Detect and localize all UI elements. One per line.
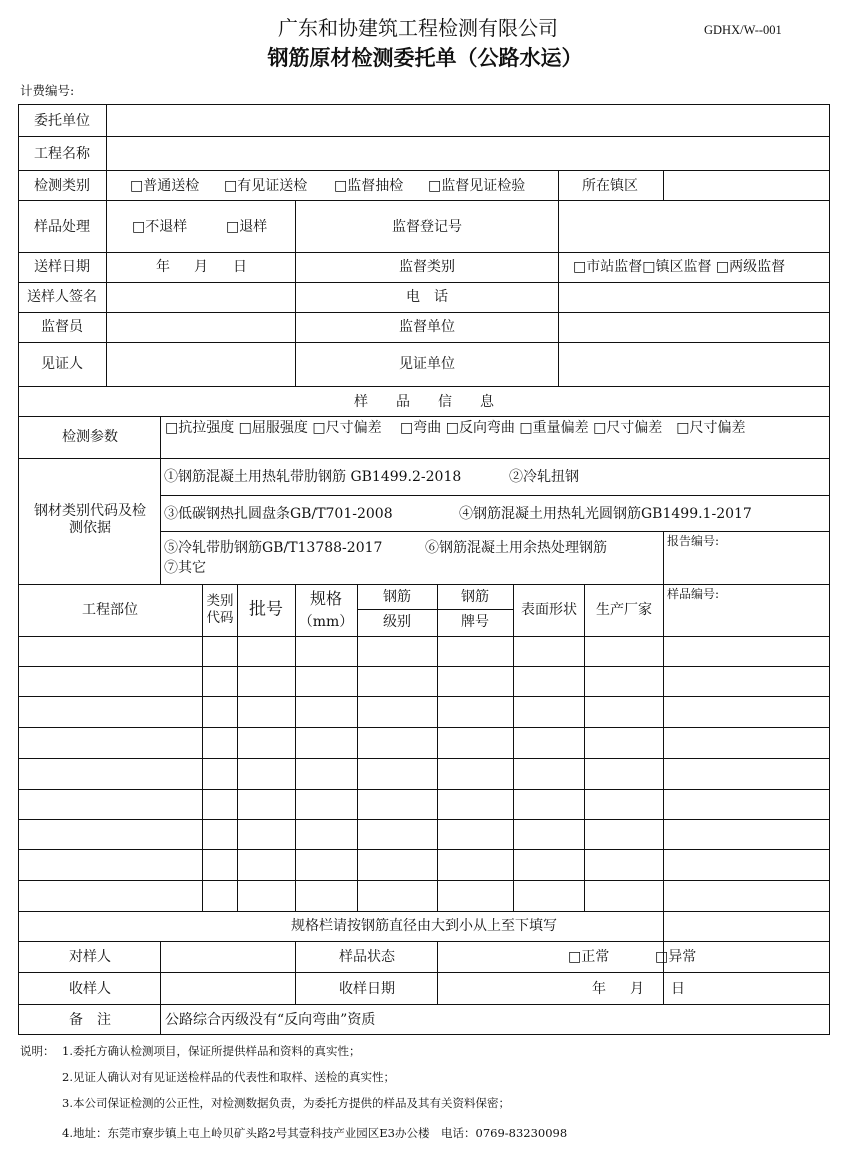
receive-date-year: 年 xyxy=(592,981,606,997)
sender-signature-label: 送样人签名 xyxy=(27,289,97,305)
sample-number-label: 样品编号: xyxy=(667,587,720,601)
note-2: 2.见证人确认对有见证送检样品的代表性和取样、送检的真实性； xyxy=(62,1070,395,1084)
phone-label: 电 话 xyxy=(406,289,448,305)
delivery-date-year: 年 xyxy=(156,259,170,275)
col-project-part: 工程部位 xyxy=(82,602,138,618)
sample-state-label: 样品状态 xyxy=(339,949,395,965)
test-type-option-supervision-sampling[interactable]: □监督抽检 xyxy=(334,178,404,194)
note-3: 3.本公司保证检测的公正性，对检测数据负责，为委托方提供的样品及其有关资料保密； xyxy=(62,1096,510,1110)
test-type-option-witness[interactable]: □有见证送检 xyxy=(224,178,308,194)
sample-state-abnormal-option[interactable]: □异常 xyxy=(655,949,697,965)
company-name: 广东和协建筑工程检测有限公司 xyxy=(278,16,558,40)
steel-category-1: ①钢筋混凝土用热轧带肋钢筋 GB1499.2-2018 xyxy=(164,469,462,485)
notes-title: 说明： xyxy=(20,1044,55,1058)
remarks-label: 备 注 xyxy=(69,1012,111,1028)
col-steel-brand-bottom: 牌号 xyxy=(461,614,489,630)
document-code: GDHX/W--001 xyxy=(704,23,782,37)
supervision-type-options[interactable]: □市站监督□镇区监督 □两级监督 xyxy=(573,259,786,275)
steel-category-5: ⑤冷轧带肋钢筋GB/T13788-2017 xyxy=(164,540,383,556)
col-spec-unit: （mm） xyxy=(298,614,354,630)
receive-date-month: 月 xyxy=(630,981,644,997)
witness-label: 见证人 xyxy=(41,356,83,372)
client-label: 委托单位 xyxy=(34,113,90,129)
fee-number-label: 计费编号: xyxy=(20,83,75,98)
receive-date-day: 日 xyxy=(671,981,685,997)
delivery-date-label: 送样日期 xyxy=(34,259,90,275)
sample-checker-label: 对样人 xyxy=(69,949,111,965)
delivery-date-day: 日 xyxy=(233,259,247,275)
steel-category-4: ④钢筋混凝土用热轧光圆钢筋GB1499.1-2017 xyxy=(459,506,752,522)
col-manufacturer: 生产厂家 xyxy=(596,602,652,618)
sample-handling-option-return[interactable]: □退样 xyxy=(226,219,268,235)
note-1: 1.委托方确认检测项目，保证所提供样品和资料的真实性； xyxy=(62,1044,361,1058)
sample-receiver-label: 收样人 xyxy=(69,981,111,997)
steel-category-7: ⑦其它 xyxy=(164,560,206,576)
test-type-option-supervision-witness[interactable]: □监督见证检验 xyxy=(428,178,526,194)
test-parameters-options[interactable]: □抗拉强度 □屈服强度 □尺寸偏差 □弯曲 □反向弯曲 □重量偏差 □尺寸偏差 □尺寸偏差 xyxy=(165,420,746,436)
sample-handling-label: 样品处理 xyxy=(34,219,90,235)
col-batch: 批号 xyxy=(249,599,283,620)
col-surface-shape: 表面形状 xyxy=(521,602,577,618)
test-parameters-label: 检测参数 xyxy=(62,429,118,445)
note-4: 4.地址：东莞市寮步镇上屯上岭贝矿头路2号其壹科技产业园区E3办公楼 电话：0769-83230098 xyxy=(62,1126,568,1140)
report-number-label: 报告编号: xyxy=(667,534,720,548)
col-steel-grade-bottom: 级别 xyxy=(383,614,411,630)
steel-category-6: ⑥钢筋混凝土用余热处理钢筋 xyxy=(425,540,607,556)
steel-category-3: ③低碳钢热扎圆盘条GB/T701-2008 xyxy=(164,506,393,522)
supervisor-label: 监督员 xyxy=(41,319,83,335)
remarks-text: 公路综合丙级没有“反向弯曲”资质 xyxy=(165,1012,376,1028)
witness-unit-label: 见证单位 xyxy=(399,356,455,372)
project-name-label: 工程名称 xyxy=(34,146,90,162)
col-type-code: 类别代码 xyxy=(206,593,234,626)
col-steel-grade-top: 钢筋 xyxy=(383,589,411,605)
town-label: 所在镇区 xyxy=(582,178,638,194)
steel-category-2: ②冷轧扭钢 xyxy=(509,469,579,485)
test-type-option-normal[interactable]: □普通送检 xyxy=(130,178,200,194)
col-spec: 规格 xyxy=(309,589,343,608)
supervision-type-label: 监督类别 xyxy=(399,259,455,275)
receive-date-label: 收样日期 xyxy=(339,981,395,997)
col-steel-brand-top: 钢筋 xyxy=(461,589,489,605)
delivery-date-month: 月 xyxy=(194,259,208,275)
test-type-label: 检测类别 xyxy=(34,178,90,194)
supervision-registration-label: 监督登记号 xyxy=(392,219,462,235)
spec-fill-note: 规格栏请按钢筋直径由大到小从上至下填写 xyxy=(291,918,557,934)
sample-handling-option-keep[interactable]: □不退样 xyxy=(132,219,188,235)
form-title: 钢筋原材检测委托单（公路水运） xyxy=(267,46,583,70)
steel-category-label: 钢材类别代码及检测依据 xyxy=(34,503,146,536)
sample-state-normal-option[interactable]: □正常 xyxy=(568,949,610,965)
supervision-unit-label: 监督单位 xyxy=(399,319,455,335)
sample-info-section-title: 样 品 信 息 xyxy=(354,394,494,410)
